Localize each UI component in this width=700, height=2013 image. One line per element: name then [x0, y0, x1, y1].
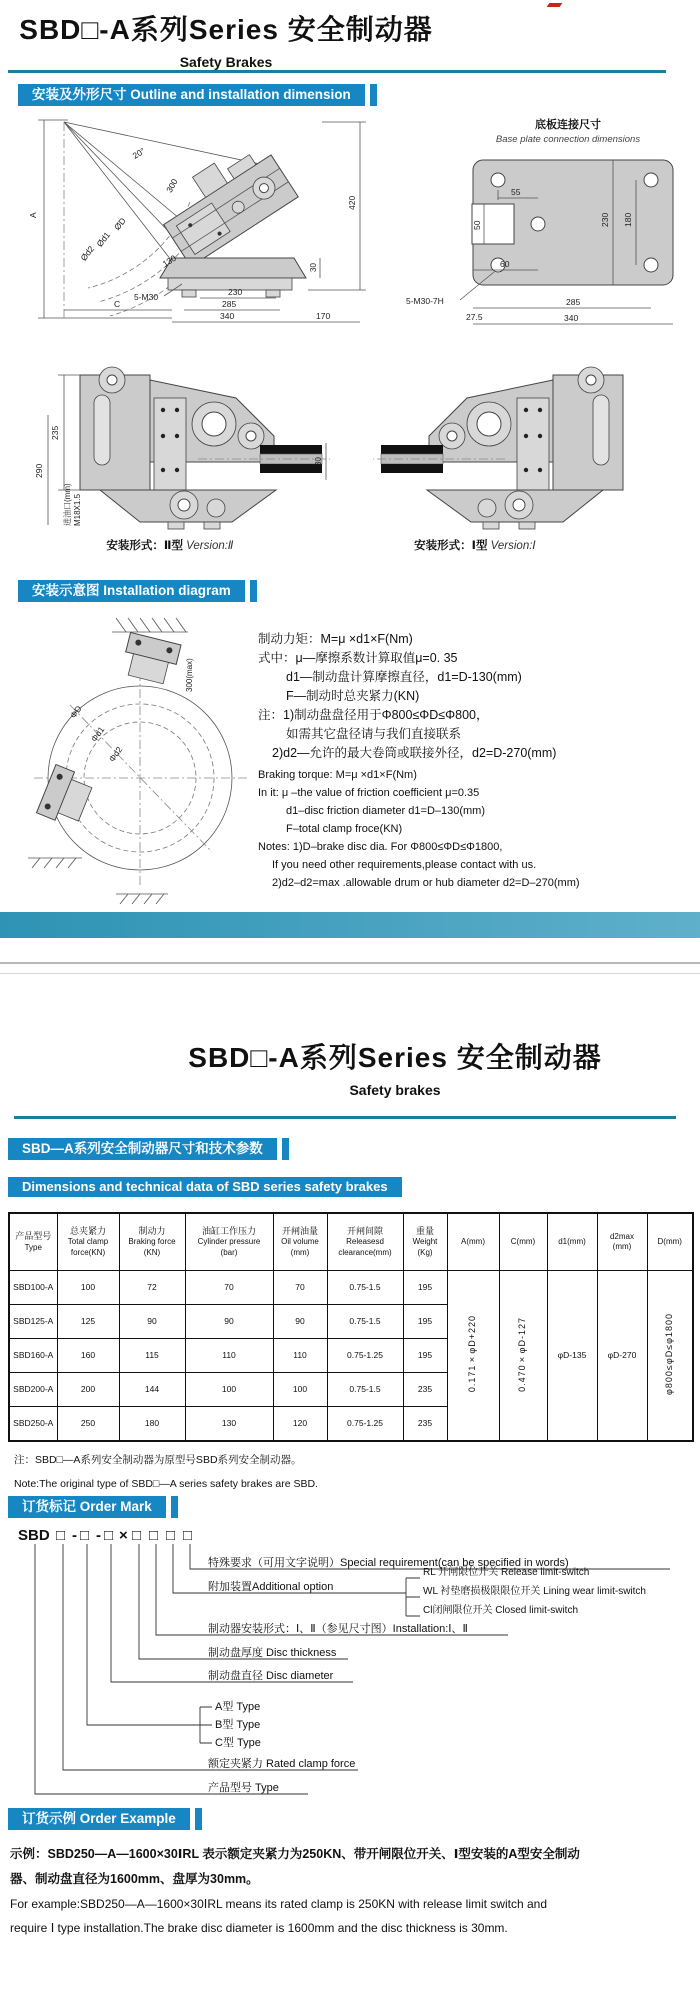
label-installation: 制动器安装形式：Ⅰ、Ⅱ（参见尺寸图）Installation:Ⅰ、Ⅱ — [208, 1623, 468, 1635]
label-rated-clamp: 额定夹紧力 Rated clamp force — [208, 1758, 356, 1770]
version2-label-en: Version:Ⅱ — [186, 540, 234, 552]
col-header-D: D(mm) — [647, 1213, 693, 1271]
example-line-en: For example:SBD250—A—1600×30ⅠRL means its rated clamp is 250KN with release limit switch and — [10, 1897, 548, 1911]
dim-angle: 20° — [130, 145, 147, 161]
section-bar-install-label: 安装示意图 Installation diagram — [18, 580, 245, 602]
section-bar-order-example — [8, 1808, 202, 1830]
dim-30-pad: 30 — [314, 457, 323, 466]
left-brake-unit — [36, 765, 94, 829]
formula-line: 如需其它盘径请与我们直接联系 — [286, 727, 462, 741]
formula-line: Notes: 1)D–brake disc dia. For Φ800≤ΦD≤Φ1800, — [258, 841, 503, 853]
col-header-d1: d1(mm) — [547, 1213, 597, 1271]
page2-title: SBD□-A系列Series 安全制动器 — [188, 1042, 602, 1073]
cell-D-range: φ800≤φD≤φ1800 — [647, 1271, 693, 1442]
brake-body-tilted — [151, 135, 299, 267]
label-product-type: 产品型号 Type — [208, 1782, 279, 1794]
page-title: SBD□-A系列Series 安全制动器 — [19, 14, 433, 45]
outline-drawing — [22, 106, 367, 334]
model-token-sbd: SBD — [18, 1527, 50, 1544]
col-header-clearance: 开闸间隙 Releasesd clearance(mm) — [327, 1213, 403, 1271]
label-300max: 300(max) — [185, 658, 194, 692]
dim-50: 50 — [472, 220, 482, 230]
label-phiD: ΦD — [68, 703, 84, 721]
version1-label-en: Version:Ⅰ — [490, 540, 536, 552]
col-header-braking: 制动力 Braking force (KN) — [119, 1213, 185, 1271]
table-note-en: Note:The original type of SBD□—A series safety brakes are SBD. — [14, 1478, 318, 1490]
example-line-en: require Ⅰ type installation.The brake disc diameter is 1600mm and the disc thickness is 30mm. — [10, 1921, 508, 1935]
order-example-text — [10, 1842, 694, 1940]
cell-d1-formula: φD-135 — [547, 1271, 597, 1442]
svg-text:-: - — [72, 1527, 77, 1544]
example-line-cn: 示例：SBD250—A—1600×30ⅠRL 表示额定夹紧力为250KN、带开闸限位开关、Ⅰ型安装的A型安全制动 — [10, 1847, 580, 1861]
svg-text:-: - — [96, 1527, 101, 1544]
dim-285: 285 — [566, 297, 581, 307]
install-text-en — [258, 766, 580, 892]
table-note-cn: 注：SBD□—A系列安全制动器为原型号SBD系列安全制动器。 — [14, 1454, 302, 1466]
section-bar-order-mark-label: 订货标记 Order Mark — [8, 1496, 166, 1518]
dim-420: 420 — [347, 195, 357, 210]
section-bar-specs-cn-label: SBD—A系列安全制动器尺寸和技术参数 — [8, 1138, 277, 1160]
example-line-cn: 器、制动盘直径为1600mm、盘厚为30mm。 — [10, 1872, 259, 1886]
dim-340: 340 — [220, 311, 235, 321]
table-row: SBD200-A 200 144 100 100 0.75-1.5 235 — [9, 1373, 693, 1407]
section-bar-outline-label: 安装及外形尺寸 Outline and installation dimension — [18, 84, 365, 106]
baseplate-title-en: Base plate connection dimensions — [495, 134, 641, 145]
label-disc-diameter: 制动盘直径 Disc diameter — [208, 1670, 334, 1682]
dim-290: 290 — [34, 463, 44, 478]
section-bar-tail — [250, 580, 257, 602]
dim-55: 55 — [511, 187, 521, 197]
dim-27-5: 27.5 — [466, 312, 483, 322]
page2-header — [90, 1036, 700, 1098]
formula-line: 制动力矩：M=μ ×d1×F(Nm) — [258, 632, 413, 646]
label-phid2: Φd2 — [106, 744, 125, 764]
brake-front-view — [80, 367, 330, 529]
dim-340: 340 — [564, 313, 579, 323]
label-option-rl: RL 开闸限位开关 Release limit-switch — [423, 1567, 590, 1578]
order-mark-diagram — [8, 1524, 698, 1799]
cell-d2max-formula: φD-270 — [597, 1271, 647, 1442]
version2-label — [55, 537, 285, 553]
section-bar-specs-en-label: Dimensions and technical data of SBD series safety brakes — [8, 1177, 402, 1197]
section-bar-order-example-label: 订货示例 Order Example — [8, 1808, 190, 1830]
top-brake-unit — [120, 632, 181, 685]
label-type-b: B型 Type — [215, 1719, 261, 1731]
page-subtitle: Safety Brakes — [179, 54, 273, 70]
col-header-type: 产品型号 Type — [9, 1213, 57, 1271]
dim-C: C — [114, 299, 121, 309]
installation-diagram — [20, 610, 255, 910]
cell-A-formula: 0.171×φD+220 — [447, 1271, 499, 1442]
baseplate-drawing — [368, 112, 698, 334]
formula-line: Braking torque: M=μ ×d1×F(Nm) — [258, 769, 417, 781]
label-special-requirement: 特殊要求（可用文字说明）Special requirement(can be specified in words) — [208, 1557, 569, 1569]
dim-230: 230 — [600, 212, 610, 227]
dim-30: 30 — [309, 263, 318, 272]
brake-base — [160, 258, 306, 278]
version1-label-cn: 安装形式：Ⅰ型 — [414, 540, 488, 552]
cell-type: SBD100-A — [9, 1271, 57, 1305]
spec-table — [8, 1212, 694, 1442]
label-option-cl: Cl闭闸限位开关 Closed limit-switch — [423, 1605, 579, 1616]
table-header-row — [9, 1213, 693, 1271]
col-header-A: A(mm) — [447, 1213, 499, 1271]
col-header-pressure: 油缸工作压力 Cylinder pressure (bar) — [185, 1213, 273, 1271]
formula-line: If you need other requirements,please contact with us. — [272, 859, 537, 871]
section-bar-outline — [18, 84, 377, 106]
label-type-c: C型 Type — [215, 1737, 261, 1749]
formula-line: d1–disc friction diameter d1=D–130(mm) — [286, 805, 486, 817]
page1-footer-band — [0, 912, 700, 938]
formula-line: 2)d2–d2=max .allowable drum or hub diameter d2=D–270(mm) — [272, 877, 580, 889]
svg-text:□: □ — [56, 1527, 66, 1544]
oil-inlet-thread: M18X1.5 — [73, 493, 82, 526]
version1-label — [360, 537, 590, 553]
install-text-cn — [258, 630, 556, 763]
section-bar-specs-en — [8, 1177, 402, 1197]
svg-text:□: □ — [132, 1527, 142, 1544]
label-disc-thickness: 制动盘厚度 Disc thickness — [208, 1647, 337, 1659]
table-row: SBD250-A 250 180 130 120 0.75-1.25 235 — [9, 1407, 693, 1442]
dim-60: 60 — [500, 259, 510, 269]
section-bar-order-mark — [8, 1496, 178, 1518]
front-view-version2 — [18, 340, 333, 530]
formula-line: 式中：μ—摩擦系数计算取值μ=0. 35 — [258, 651, 458, 665]
section-bar-tail — [195, 1808, 202, 1830]
svg-text:□: □ — [80, 1527, 90, 1544]
cell-C-formula: 0.470×φD-127 — [499, 1271, 547, 1442]
svg-text:□: □ — [166, 1527, 176, 1544]
title-rule — [8, 70, 666, 73]
wall-hatch-top — [112, 618, 188, 632]
col-header-clamp: 总夹紧力 Total clamp force(KN) — [57, 1213, 119, 1271]
table-row: SBD100-A 100 72 70 70 0.75-1.5 195 0.171×φD+220 0.470×φD-127 φD-135 φD-270 φ800≤φD≤φ1800 — [9, 1271, 693, 1305]
section-bar-install — [18, 580, 257, 602]
dim-OD: ØD — [112, 215, 128, 232]
label-phid1: Φd1 — [88, 724, 107, 744]
formula-line: 2)d2—允许的最大卷筒或联接外径，d2=D-270(mm) — [272, 746, 557, 760]
page2-subtitle: Safety brakes — [349, 1082, 441, 1098]
baseplate-title-cn: 底板连接尺寸 — [535, 119, 601, 131]
formula-line: 注：1)制动盘盘径用于Φ800≤ΦD≤Φ800， — [258, 708, 489, 722]
label-type-a: A型 Type — [215, 1701, 261, 1713]
red-corner-mark — [547, 3, 563, 7]
dim-5-M30-7H: 5-M30-7H — [406, 296, 444, 306]
section-bar-tail — [370, 84, 377, 106]
page-separator — [0, 962, 700, 964]
formula-line: F–total clamp froce(KN) — [286, 823, 403, 835]
dim-Od2: Ød2 — [78, 243, 97, 263]
dim-A: A — [28, 212, 38, 218]
formula-line: In it: μ –the value of friction coefficient μ=0.35 — [258, 787, 480, 799]
oil-inlet-label-cn: 进油口(mm) — [63, 483, 72, 526]
svg-text:□: □ — [104, 1527, 114, 1544]
page-separator — [0, 973, 700, 974]
col-header-d2max: d2max (mm) — [597, 1213, 647, 1271]
page1-header — [0, 8, 452, 70]
svg-text:×: × — [119, 1527, 128, 1544]
formula-line: F—制动时总夹紧力(KN) — [286, 689, 420, 703]
col-header-oil: 开闸油量 Oil volume (mm) — [273, 1213, 327, 1271]
dim-285: 285 — [222, 299, 237, 309]
col-header-weight: 重量 Weight (Kg) — [403, 1213, 447, 1271]
formula-line: d1—制动盘计算摩擦直径，d1=D-130(mm) — [286, 670, 522, 684]
version2-label-cn: 安装形式：Ⅱ型 — [106, 540, 183, 552]
table-row: SBD125-A 125 90 90 90 0.75-1.5 195 — [9, 1305, 693, 1339]
title-rule — [14, 1116, 676, 1119]
section-bar-tail — [171, 1496, 178, 1518]
col-header-C: C(mm) — [499, 1213, 547, 1271]
front-view-version1 — [370, 340, 685, 530]
dim-130: 130 — [160, 252, 178, 269]
dim-300: 300 — [164, 177, 180, 195]
label-additional-option: 附加装置Additional option — [208, 1581, 334, 1593]
dim-5-M30: 5-M30 — [134, 292, 159, 302]
svg-text:□: □ — [183, 1527, 193, 1544]
svg-text:□: □ — [149, 1527, 159, 1544]
dim-Od1: Ød1 — [94, 229, 113, 249]
label-option-wl: WL 衬垫磨损极限限位开关 Lining wear limit-switch — [423, 1586, 646, 1597]
dim-180: 180 — [623, 212, 633, 227]
dim-230: 230 — [228, 287, 243, 297]
dim-235: 235 — [50, 425, 60, 440]
table-row: SBD160-A 160 115 110 110 0.75-1.25 195 — [9, 1339, 693, 1373]
section-bar-specs-cn — [8, 1138, 289, 1160]
dim-170: 170 — [316, 311, 331, 321]
ground-hatch-bottom — [28, 858, 168, 904]
section-bar-tail — [282, 1138, 289, 1160]
